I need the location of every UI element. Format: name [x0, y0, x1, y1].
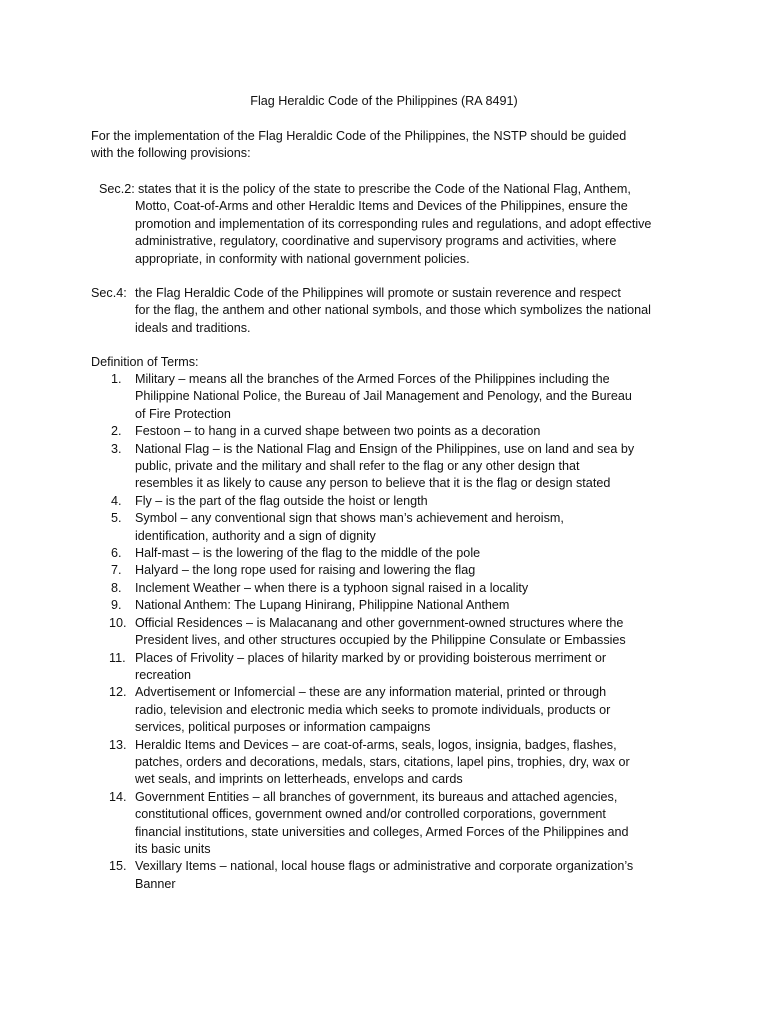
definition-text-line: Military – means all the branches of the Armed Forces of the Philippines including the [135, 372, 610, 386]
definition-text-line: Inclement Weather – when there is a typhoon signal raised in a locality [135, 580, 529, 595]
definition-text-line: National Anthem: The Lupang Hinirang, Philippine National Anthem [135, 598, 510, 613]
definition-number: 3. [111, 441, 122, 456]
definition-text-line: constitutional offices, government owned and/or controlled corporations, government [135, 807, 606, 822]
definition-text-line: Festoon – to hang in a curved shape between two points as a decoration [135, 424, 541, 439]
definition-item [91, 510, 691, 545]
definition-text-line: Government Entities – all branches of government, its bureaus and attached agencies, [135, 789, 618, 804]
section-text [135, 285, 720, 337]
definition-number: 2. [111, 424, 122, 439]
definition-item [91, 650, 691, 685]
definition-number: 12. [109, 685, 127, 700]
section-line: administrative, regulatory, coordinative and supervisory programs and activities, where [135, 234, 617, 249]
definition-text-line: Fly – is the part of the flag outside the hoist or length [135, 493, 428, 508]
definition-text-line: patches, orders and decorations, medals, stars, citations, lapel pins, trophies, dry, wax or [135, 754, 630, 769]
section-line: the Flag Heraldic Code of the Philippines will promote or sustain reverence and respect [135, 286, 621, 300]
definition-text-line: its basic units [135, 841, 211, 856]
definition-text-line: identification, authority and a sign of dignity [135, 528, 376, 543]
definition-text-line: services, political purposes or information campaigns [135, 720, 431, 735]
definition-text-line: Vexillary Items – national, local house flags or administrative and corporate organization’s [135, 859, 634, 874]
definition-text-line: financial institutions, state universities and colleges, Armed Forces of the Philippines and [135, 824, 629, 839]
definition-text-line: of Fire Protection [135, 406, 231, 421]
definition-number: 5. [111, 511, 122, 526]
definition-number: 4. [111, 493, 122, 508]
definition-number: 15. [109, 859, 127, 874]
definition-text-line: Symbol – any conventional sign that shows man’s achievement and heroism, [135, 511, 564, 526]
definition-item [91, 545, 691, 562]
section-text [135, 181, 695, 268]
definitions-list [91, 371, 691, 893]
definition-number: 6. [111, 546, 122, 561]
definition-item [91, 684, 691, 736]
intro-line: with the following provisions: [91, 146, 251, 161]
definition-number: 14. [109, 789, 127, 804]
definition-text-line: Banner [135, 876, 176, 891]
definition-number: 13. [109, 737, 127, 752]
definition-number: 1. [111, 372, 122, 386]
definition-item [91, 562, 691, 579]
definition-item [91, 371, 691, 423]
definition-text-line: radio, television and electronic media which seeks to promote individuals, products or [135, 702, 611, 717]
definitions-heading: Definition of Terms: [91, 355, 199, 369]
definition-text-line: National Flag – is the National Flag and Ensign of the Philippines, use on land and sea by [135, 441, 635, 456]
definition-item [91, 858, 691, 893]
definition-number: 7. [111, 563, 122, 578]
definition-text-line: Advertisement or Infomercial – these are any information material, printed or through [135, 685, 607, 700]
definition-item [91, 580, 691, 597]
definition-text-line: Halyard – the long rope used for raising and lowering the flag [135, 563, 476, 578]
section-line: for the flag, the anthem and other national symbols, and those which symbolizes the national [135, 303, 651, 318]
definition-item [91, 789, 691, 859]
section-line: states that it is the policy of the state to prescribe the Code of the National Flag, Anthem, [138, 182, 631, 196]
definition-text-line: recreation [135, 667, 192, 682]
definition-number: 10. [109, 615, 127, 630]
definition-item [91, 493, 691, 510]
definition-text-line: wet seals, and imprints on letterheads, envelops and cards [135, 772, 463, 787]
definition-number: 8. [111, 580, 122, 595]
section-line: appropriate, in conformity with national government policies. [135, 251, 470, 266]
definition-item [91, 423, 691, 440]
definition-text-line: Heraldic Items and Devices – are coat-of-arms, seals, logos, insignia, badges, flashes, [135, 737, 617, 752]
definition-text-line: Places of Frivolity – places of hilarity marked by or providing boisterous merriment or [135, 650, 607, 665]
definition-number: 11. [109, 650, 126, 665]
intro-paragraph [91, 128, 681, 163]
section-line: Motto, Coat-of-Arms and other Heraldic Items and Devices of the Philippines, ensure the [135, 199, 628, 214]
intro-line: For the implementation of the Flag Heraldic Code of the Philippines, the NSTP should be guided [91, 129, 627, 143]
definition-text-line: Half-mast – is the lowering of the flag to the middle of the pole [135, 546, 481, 561]
definition-text-line: public, private and the military and shall refer to the flag or any other design that [135, 459, 580, 474]
definition-item [91, 441, 691, 493]
definition-text-line: Philippine National Police, the Bureau of Jail Management and Penology, and the Bureau [135, 389, 632, 404]
definition-item [91, 737, 691, 789]
section-line: ideals and traditions. [135, 320, 251, 335]
definition-text-line: resembles it as likely to cause any person to believe that it is the flag or design stated [135, 476, 611, 491]
definition-item [91, 597, 691, 614]
definition-text-line: President lives, and other structures occupied by the Philippine Consulate or Embassies [135, 633, 626, 648]
definition-number: 9. [111, 598, 122, 613]
section-label: Sec.2: [99, 182, 135, 196]
definition-item [91, 615, 691, 650]
document-title: Flag Heraldic Code of the Philippines (RA 8491) [250, 94, 518, 108]
definition-text-line: Official Residences – is Malacanang and other government-owned structures where the [135, 615, 624, 630]
section-line: promotion and implementation of its corresponding rules and regulations, and adopt effective [135, 216, 652, 231]
section-label: Sec.4: [91, 286, 127, 300]
